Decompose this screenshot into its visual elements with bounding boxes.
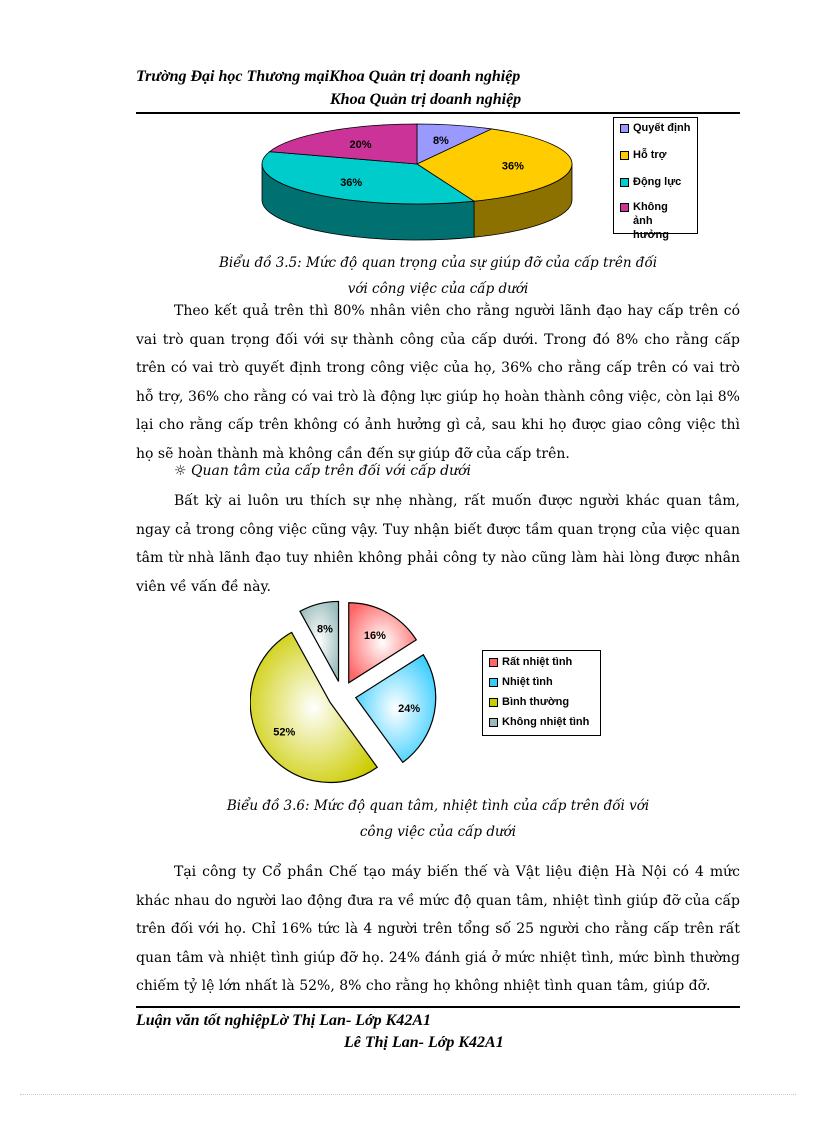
paragraph-2-text: Bất kỳ ai luôn ưu thích sự nhẹ nhàng, rất muốn được người khác quan tâm, ngay cả trong công việc cũng vậy. Tuy nhận biết được tầm quan trọng của việc quan tâm từ nhà lãnh đạo tuy nhiên không phải công ty nào cũng làm hài lòng được nhân viên về vấn đề này. (136, 493, 740, 595)
legend-item-nhiet-tinh (489, 675, 553, 689)
chart2-legend (482, 650, 601, 736)
legend-label: Quyết định (633, 122, 691, 134)
paragraph-1 (136, 297, 740, 469)
legend-label: Nhiệt tình (502, 676, 553, 688)
section-heading-text: Quan tâm của cấp trên đối với cấp dưới (191, 463, 472, 479)
pie-data-label: 8% (317, 623, 333, 636)
sun-icon: ☼ (174, 463, 187, 479)
chart1-caption-line-2: với công việc của cấp dưới (347, 281, 529, 297)
chart2-caption-line-1: Biểu đồ 3.6: Mức độ quan tâm, nhiệt tình của cấp trên đối với (226, 798, 650, 814)
legend-label: Rất nhiệt tình (502, 656, 573, 668)
legend-swatch (620, 178, 629, 187)
chart1-caption-line-1: Biểu đồ 3.5: Mức độ quan trọng của sự giúp đỡ của cấp trên đối (218, 255, 658, 271)
legend-swatch (489, 678, 498, 687)
footer-line-1: Luận văn tốt nghiệpLờ Thị Lan- Lớp K42A1 (136, 1012, 431, 1029)
footer-rule (136, 1006, 740, 1008)
legend-item-khong-anh-huong (620, 200, 690, 242)
legend-item-khong-nhiet-tinh (489, 715, 589, 729)
paragraph-1-text: Theo kết quả trên thì 80% nhân viên cho rằng người lãnh đạo hay cấp trên có vai trò quan trọng đối với sự thành công của cấp dưới. Trong đó 8% cho rằng cấp trên có vai trò quyết định trong công việc của họ, 36% cho rằng cấp trên có vai trò hỗ trợ, 36% cho rằng có vai trò là động lực giúp họ hoàn thành công việc, còn lại 8% lại cho rằng cấp trên không có ảnh hưởng gì cả, sau khi họ được giao công việc thì họ sẽ hoàn thành mà không cần đến sự giúp đỡ của cấp trên. (136, 303, 740, 462)
pie-data-label: 52% (273, 726, 296, 739)
legend-swatch (489, 698, 498, 707)
pie-data-label: 16% (363, 630, 386, 643)
pie-data-label: 24% (398, 702, 421, 715)
legend-label: Hỗ trợ (633, 149, 667, 161)
legend-item-quyet-dinh (620, 121, 690, 135)
section-heading (174, 463, 471, 479)
header-line-2: Khoa Quản trị doanh nghiệp (330, 91, 522, 108)
legend-item-ho-tro (620, 148, 666, 162)
pie-data-label: 8% (432, 134, 449, 147)
legend-item-rat-nhiet-tinh (489, 655, 572, 669)
legend-swatch (620, 151, 629, 160)
pie-chart-3-5 (250, 114, 600, 244)
chart1-caption (136, 250, 740, 302)
pie-chart-3-6 (250, 600, 450, 785)
paragraph-2 (136, 487, 740, 601)
header-line-1: Trường Đại học Thương mạiKhoa Quản trị doanh nghiệp (136, 68, 521, 85)
legend-item-binh-thuong (489, 695, 569, 709)
legend-swatch (620, 203, 629, 212)
legend-label: Không ảnh hưởng (633, 201, 669, 241)
paragraph-3-text: Tại công ty Cổ phần Chế tạo máy biến thế và Vật liệu điện Hà Nội có 4 mức khác nhau do người lao động đưa ra về mức độ quan tâm, nhiệt tình giúp đỡ của cấp trên đối với họ. Chỉ 16% tức là 4 người trên tổng số 25 người cho rằng cấp trên rất quan tâm và nhiệt tình giúp đỡ họ. 24% đánh giá ở mức nhiệt tình, mức bình thường chiếm tỷ lệ lớn nhất là 52%, 8% cho rằng họ không nhiệt tình quan tâm, giúp đỡ. (136, 864, 740, 995)
legend-swatch (620, 124, 629, 133)
chart2-caption-line-2: công việc của cấp dưới (359, 824, 517, 840)
footer-line-2: Lê Thị Lan- Lớp K42A1 (344, 1034, 504, 1051)
legend-swatch (489, 718, 498, 727)
pie-data-label: 36% (340, 177, 363, 190)
pie-data-label: 20% (349, 138, 372, 151)
pie-data-label: 36% (501, 160, 524, 173)
paragraph-3 (136, 858, 740, 1001)
page-edge-dotted-line (20, 1094, 796, 1095)
legend-label: Động lực (633, 176, 682, 188)
legend-label: Bình thường (502, 696, 570, 708)
chart2-caption (136, 793, 740, 845)
legend-swatch (489, 658, 498, 667)
legend-item-dong-luc (620, 175, 681, 189)
legend-label: Không nhiệt tình (502, 716, 590, 728)
chart1-legend (613, 117, 698, 241)
